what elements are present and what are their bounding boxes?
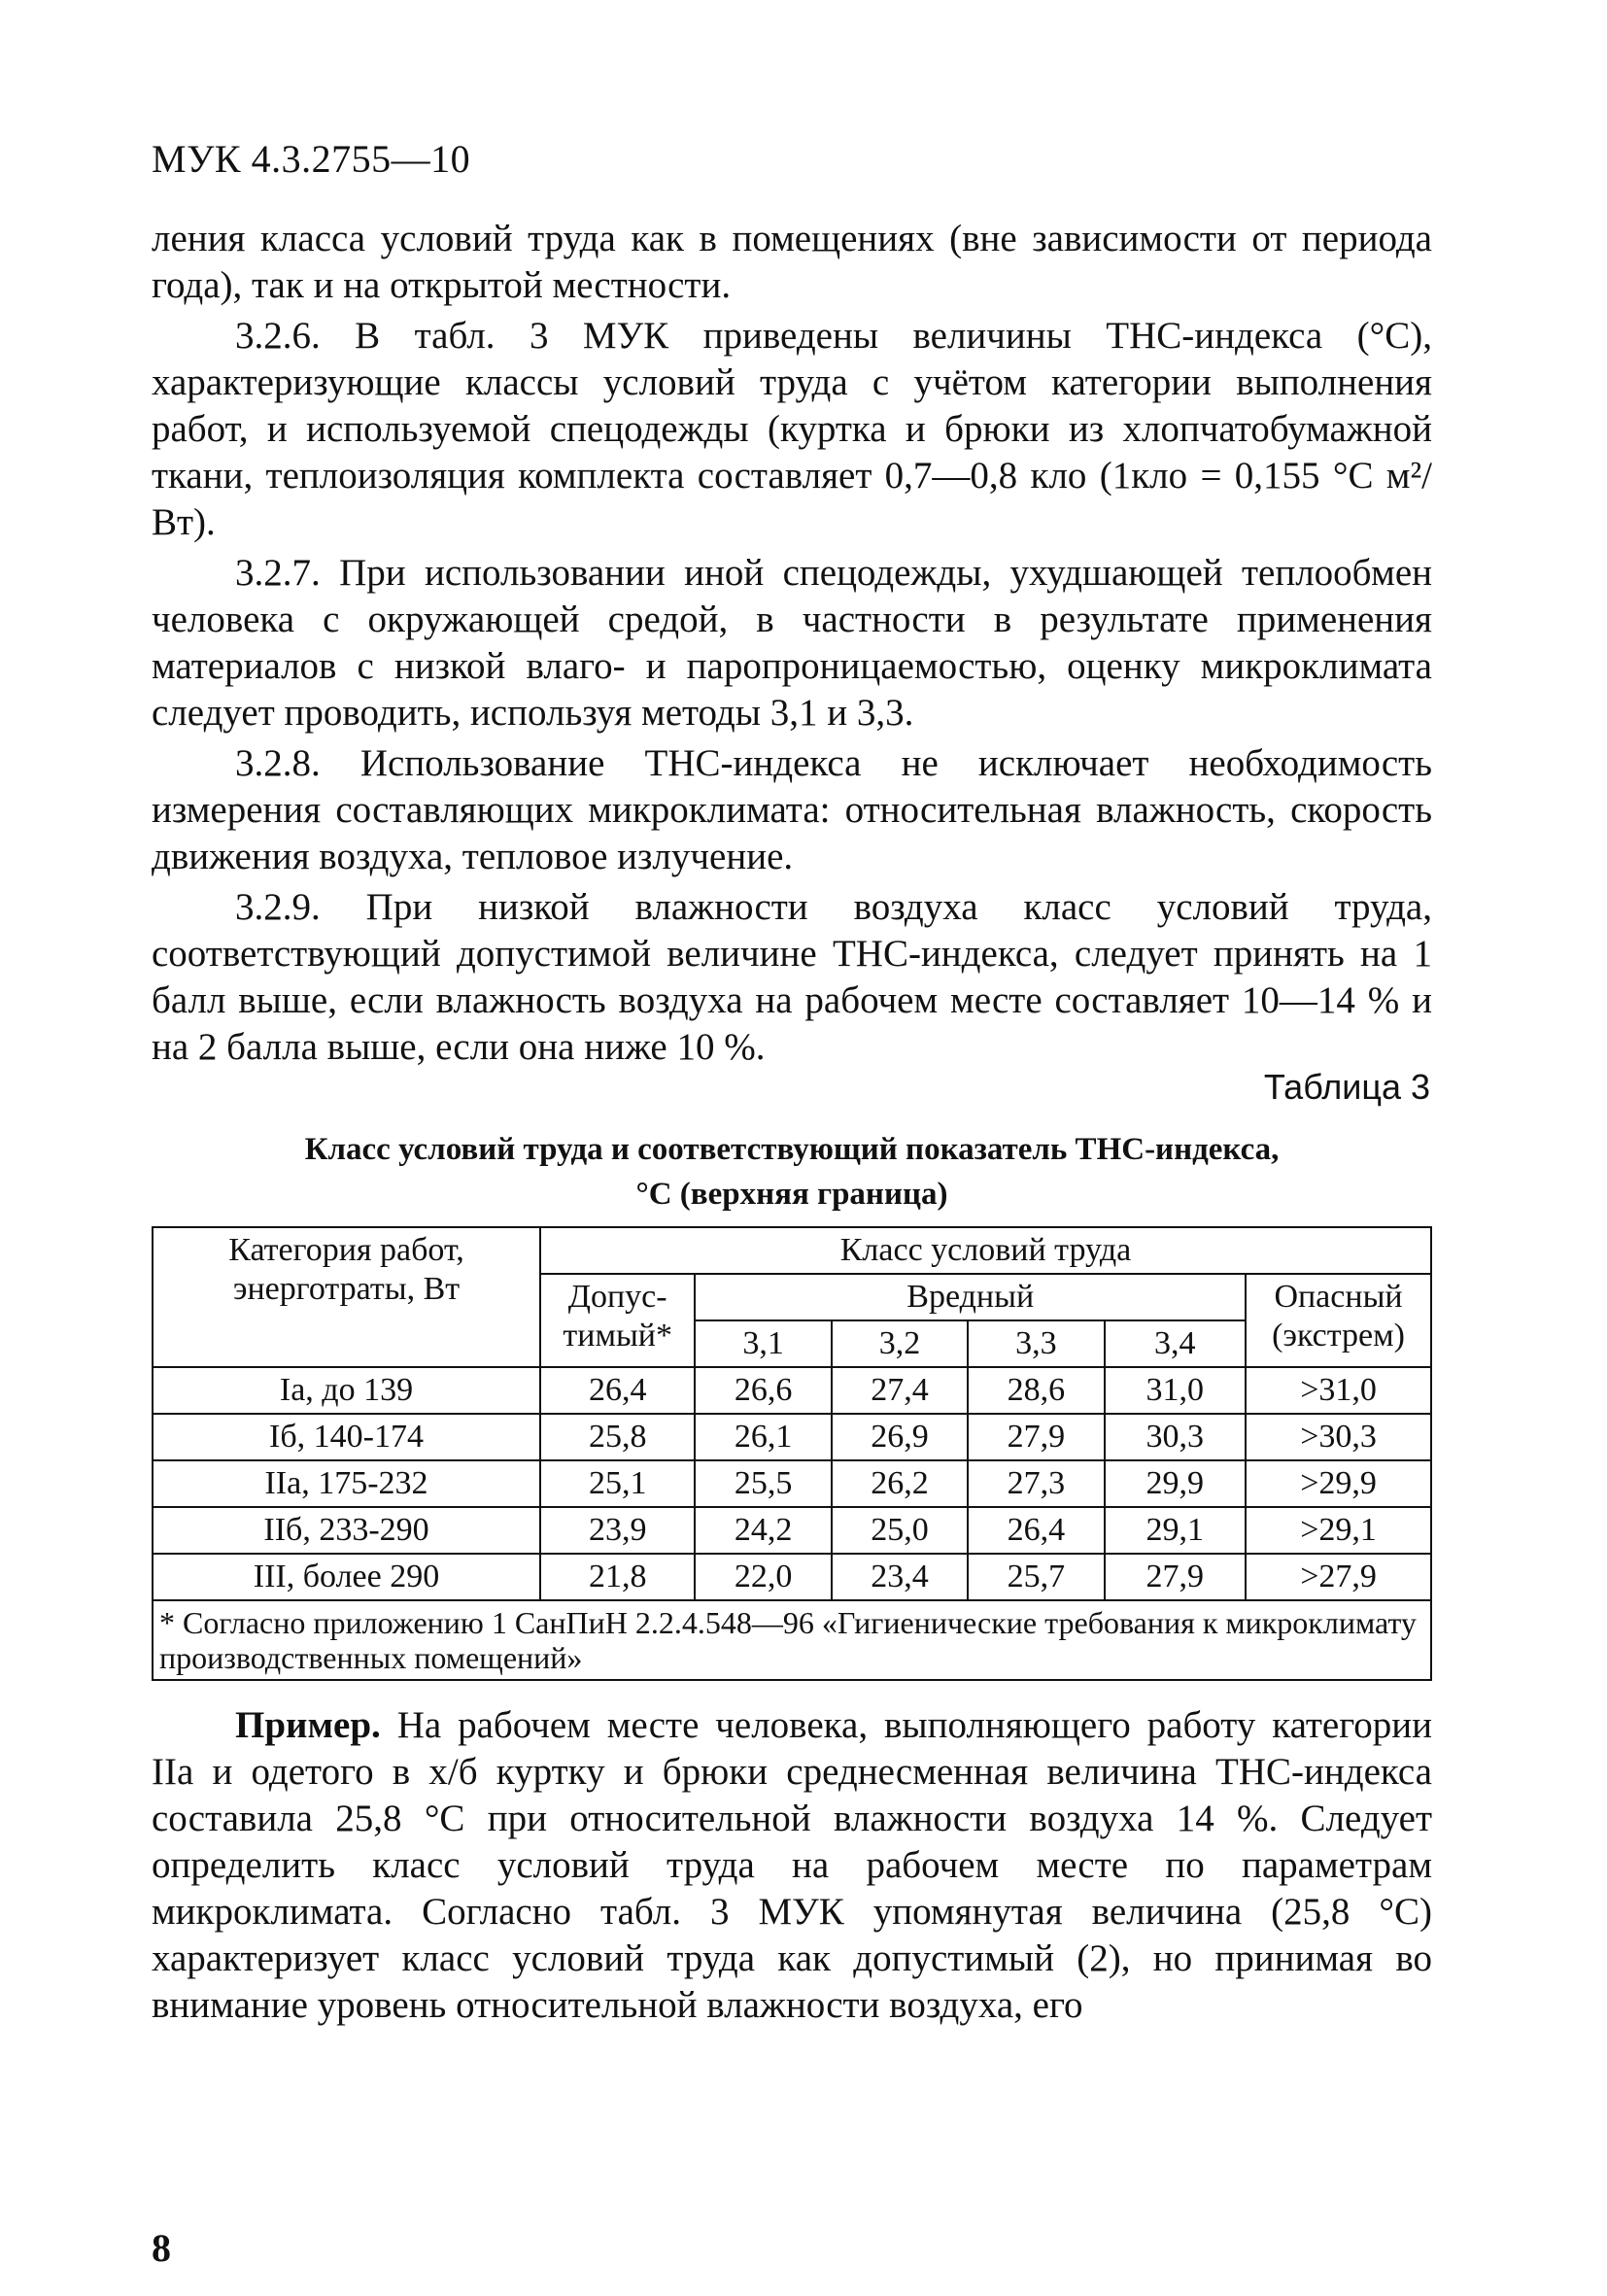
- example-paragraph: [152, 1702, 1432, 2029]
- page-number: 8: [152, 2226, 171, 2270]
- cell-harmful-3-1: 22,0: [695, 1554, 831, 1600]
- page-header: МУК 4.3.2755—10: [152, 137, 471, 181]
- cell-harmful-3-2: 26,2: [832, 1460, 968, 1507]
- paragraph-3-2-7: 3.2.7. При использовании иной спецодежды, ухудшающей теплообмен человека с окружающей средой, в частности в результате применения материалов с низкой влаго- и паропроницаемостью, оценку микроклимата следует проводить, используя методы 3,1 и 3,3.: [152, 552, 1432, 734]
- cell-harmful-3-1: 24,2: [695, 1507, 831, 1554]
- header-class: Класс условий труда: [540, 1227, 1431, 1274]
- table-footnote: * Согласно приложению 1 СанПиН 2.2.4.548—96 «Гигиенические требования к микроклимату производственных помещений»: [153, 1600, 1431, 1680]
- cell-allowed: 23,9: [540, 1507, 695, 1554]
- cell-harmful-3-2: 27,4: [832, 1367, 968, 1414]
- cell-category: Iб, 140-174: [153, 1414, 540, 1460]
- cell-harmful-3-1: 26,6: [695, 1367, 831, 1414]
- cell-harmful-3-3: 26,4: [968, 1507, 1104, 1554]
- cell-dangerous: >29,1: [1246, 1507, 1431, 1554]
- cell-harmful-3-2: 26,9: [832, 1414, 968, 1460]
- cell-harmful-3-3: 25,7: [968, 1554, 1104, 1600]
- cell-allowed: 25,1: [540, 1460, 695, 1507]
- header-harmful: Вредный: [695, 1274, 1246, 1320]
- table-row: [153, 1367, 1431, 1414]
- cell-harmful-3-4: 30,3: [1105, 1414, 1247, 1460]
- cell-allowed: 21,8: [540, 1554, 695, 1600]
- table-row: [153, 1460, 1431, 1507]
- header-sub-3-2: 3,2: [832, 1320, 968, 1367]
- header-sub-3-4: 3,4: [1105, 1320, 1247, 1367]
- cell-allowed: 25,8: [540, 1414, 695, 1460]
- cell-category: Iа, до 139: [153, 1367, 540, 1414]
- table-title: [152, 1127, 1432, 1217]
- cell-dangerous: >30,3: [1246, 1414, 1431, 1460]
- microclimate-class-table: [152, 1226, 1432, 1681]
- table-row: [153, 1507, 1431, 1554]
- cell-category: IIб, 233-290: [153, 1507, 540, 1554]
- table-row: [153, 1554, 1431, 1600]
- cell-harmful-3-1: 26,1: [695, 1414, 831, 1460]
- paragraph: ления класса условий труда как в помещениях (вне зависимости от периода года), так и на открытой местности.: [152, 218, 1432, 306]
- example-label: Пример.: [235, 1704, 381, 1746]
- body-text: [152, 216, 1432, 1075]
- cell-category: IIа, 175-232: [153, 1460, 540, 1507]
- cell-harmful-3-4: 27,9: [1105, 1554, 1247, 1600]
- cell-harmful-3-2: 23,4: [832, 1554, 968, 1600]
- cell-dangerous: >31,0: [1246, 1367, 1431, 1414]
- table-row: [153, 1414, 1431, 1460]
- header-category: Категория работ, энерготраты, Вт: [153, 1227, 540, 1367]
- example-text: На рабочем месте человека, выполняющего работу категории IIа и одетого в х/б куртку и брюки среднесменная величина ТНС-индекса составила 25,8 °С при относительной влажности воздуха 14 %. Следует определить класс условий труда на рабочем месте по параметрам микроклимата. Согласно табл. 3 МУК упомянутая величина (25,8 °С) характеризует класс условий труда как допустимый (2), но принимая во внимание уровень относительной влажности воздуха, его: [152, 1704, 1432, 2026]
- cell-category: III, более 290: [153, 1554, 540, 1600]
- cell-harmful-3-4: 31,0: [1105, 1367, 1247, 1414]
- cell-dangerous: >29,9: [1246, 1460, 1431, 1507]
- paragraph-3-2-8: 3.2.8. Использование ТНС-индекса не исключает необходимость измерения составляющих микроклимата: относительная влажность, скорость движения воздуха, тепловое излучение.: [152, 742, 1432, 877]
- cell-dangerous: >27,9: [1246, 1554, 1431, 1600]
- header-sub-3-3: 3,3: [968, 1320, 1104, 1367]
- cell-harmful-3-1: 25,5: [695, 1460, 831, 1507]
- cell-harmful-3-3: 27,3: [968, 1460, 1104, 1507]
- cell-allowed: 26,4: [540, 1367, 695, 1414]
- header-allowed: Допус-тимый*: [540, 1274, 695, 1367]
- header-dangerous: Опасный (экстрем): [1246, 1274, 1431, 1367]
- table-label: Таблица 3: [1263, 1067, 1430, 1107]
- cell-harmful-3-3: 27,9: [968, 1414, 1104, 1460]
- table-title-line1: Класс условий труда и соответствующий показатель ТНС-индекса,: [304, 1132, 1280, 1167]
- paragraph-3-2-6: 3.2.6. В табл. 3 МУК приведены величины ТНС-индекса (°С), характеризующие классы условий труда с учётом категории выполнения работ, и используемой спецодежды (куртка и брюки из хлопчатобумажной ткани, теплоизоляция комплекта составляет 0,7—0,8 кло (1кло = 0,155 °С м²/Вт).: [152, 315, 1432, 543]
- paragraph-3-2-9: 3.2.9. При низкой влажности воздуха класс условий труда, соответствующий допустимой величине ТНС-индекса, следует принять на 1 балл выше, если влажность воздуха на рабочем месте составляет 10—14 % и на 2 балла выше, если она ниже 10 %.: [152, 886, 1432, 1068]
- cell-harmful-3-4: 29,1: [1105, 1507, 1247, 1554]
- cell-harmful-3-2: 25,0: [832, 1507, 968, 1554]
- cell-harmful-3-3: 28,6: [968, 1367, 1104, 1414]
- cell-harmful-3-4: 29,9: [1105, 1460, 1247, 1507]
- header-sub-3-1: 3,1: [695, 1320, 831, 1367]
- table-title-line2: °С (верхняя граница): [635, 1177, 948, 1212]
